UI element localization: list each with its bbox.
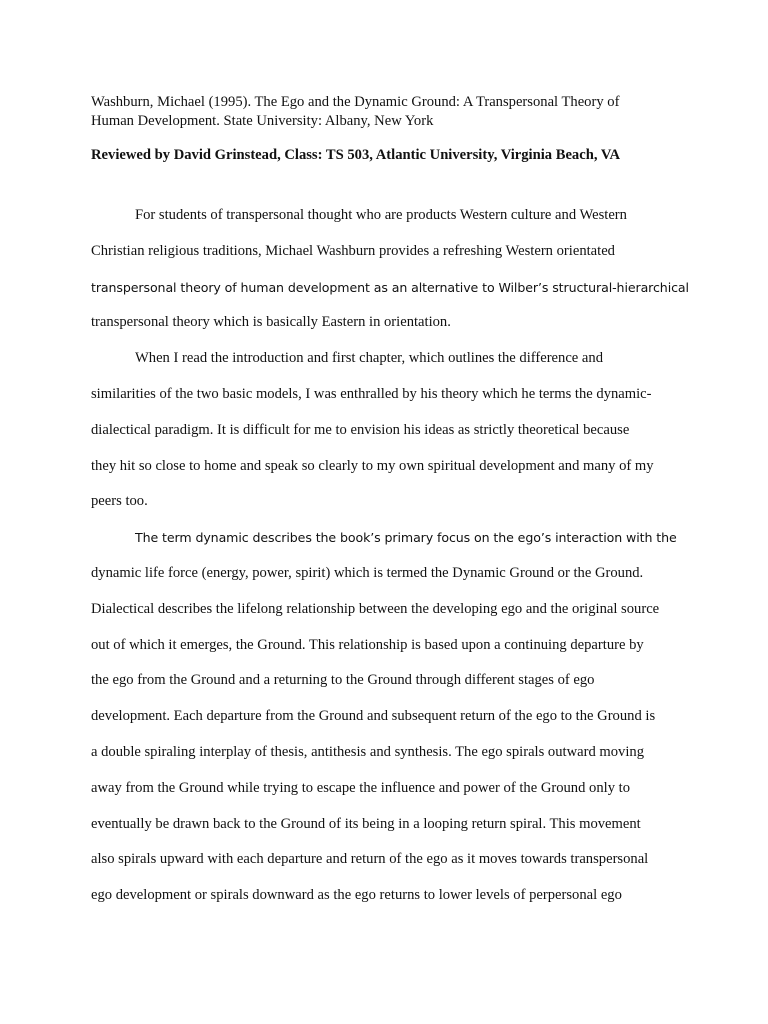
text-line: Dialectical describes the lifelong relationship between the developing ego and the original source <box>91 600 660 617</box>
text-line: peers too. <box>91 493 148 510</box>
text-line: out of which it emerges, the Ground. This relationship is based upon a continuing departure by <box>91 636 644 653</box>
text-line: The term dynamic describes the book’s primary focus on the ego’s interaction with the <box>135 530 677 546</box>
paragraph <box>91 520 711 914</box>
text-line: similarities of the two basic models, I was enthralled by his theory which he terms the dynamic- <box>91 385 652 402</box>
text-line: a double spiraling interplay of thesis, antithesis and synthesis. The ego spirals outward moving <box>91 743 644 760</box>
citation-line: Washburn, Michael (1995). The Ego and the Dynamic Ground: A Transpersonal Theory of <box>91 94 620 110</box>
citation-line: Human Development. State University: Albany, New York <box>91 113 434 129</box>
text-line: the ego from the Ground and a returning to the Ground through different stages of ego <box>91 672 595 689</box>
review-body <box>91 198 711 914</box>
text-line: they hit so close to home and speak so clearly to my own spiritual development and many of my <box>91 457 654 474</box>
paragraph <box>91 198 711 341</box>
citation <box>91 93 691 131</box>
reviewer-heading: Reviewed by David Grinstead, Class: TS 503, Atlantic University, Virginia Beach, VA <box>91 147 621 163</box>
text-line: also spirals upward with each departure and return of the ego as it moves towards transpersonal <box>91 851 649 868</box>
text-line: development. Each departure from the Ground and subsequent return of the ego to the Ground is <box>91 708 656 725</box>
text-line: away from the Ground while trying to escape the influence and power of the Ground only to <box>91 779 630 796</box>
paragraph <box>91 341 711 520</box>
text-line: Christian religious traditions, Michael Washburn provides a refreshing Western orientated <box>91 242 615 259</box>
text-line: transpersonal theory which is basically Eastern in orientation. <box>91 314 451 331</box>
text-line: dialectical paradigm. It is difficult for me to envision his ideas as strictly theoretical because <box>91 421 630 438</box>
text-line: dynamic life force (energy, power, spirit) which is termed the Dynamic Ground or the Ground. <box>91 564 644 581</box>
text-line: ego development or spirals downward as the ego returns to lower levels of perpersonal ego <box>91 887 622 904</box>
text-line: For students of transpersonal thought who are products Western culture and Western <box>135 207 627 223</box>
text-line: transpersonal theory of human development as an alternative to Wilber’s structural-hierarchical <box>91 279 689 295</box>
text-line: eventually be drawn back to the Ground of its being in a looping return spiral. This movement <box>91 815 641 832</box>
text-line: When I read the introduction and first chapter, which outlines the difference and <box>135 350 603 367</box>
